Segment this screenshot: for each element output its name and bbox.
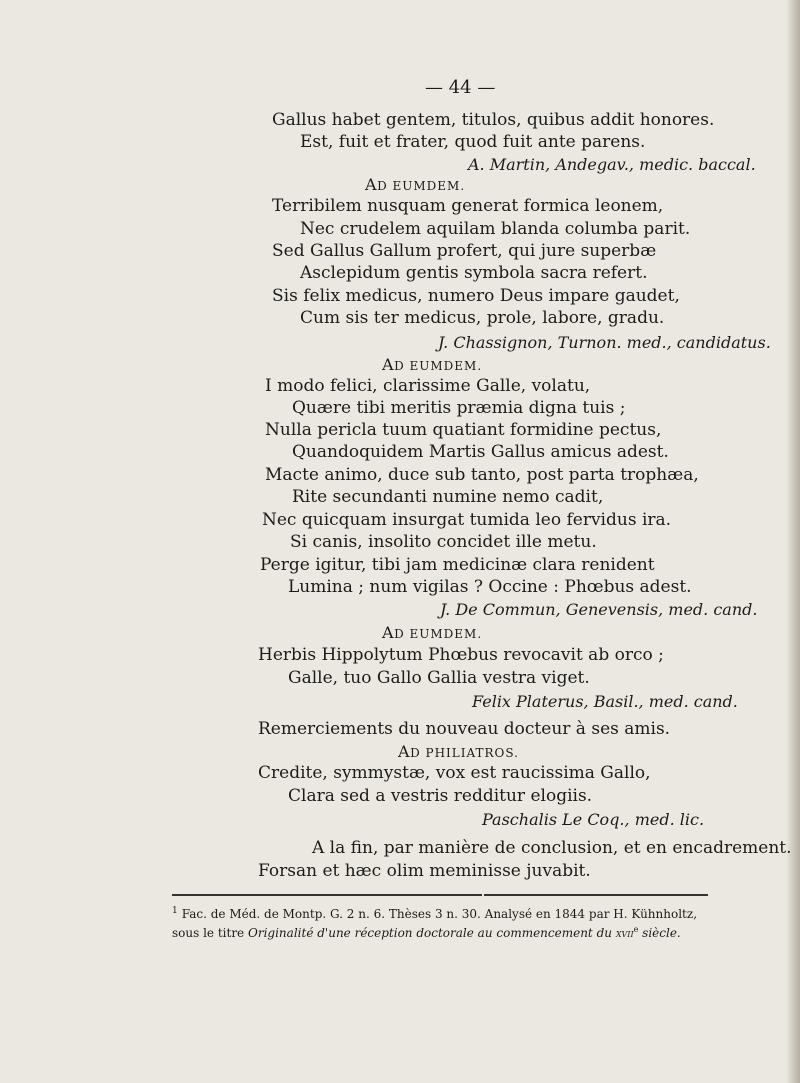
section-heading: AD EUMDEM. <box>382 355 483 374</box>
verse-line: Gallus habet gentem, titulos, quibus addit honores. <box>272 110 715 130</box>
signature-line: J. De Commun, Genevensis, med. cand. <box>440 600 758 619</box>
verse-line: Si canis, insolito concidet ille metu. <box>290 532 597 552</box>
signature-line: J. Chassignon, Turnon. med., candidatus. <box>438 333 771 352</box>
page-number: — 44 — <box>425 77 496 98</box>
prose-line: Forsan et hæc olim meminisse juvabit. <box>258 861 591 881</box>
footnote-rule-right <box>484 894 708 896</box>
verse-line: Est, fuit et frater, quod fuit ante parens. <box>300 132 646 152</box>
verse-line: Perge igitur, tibi jam medicinæ clara renident <box>260 555 655 575</box>
verse-line: Quære tibi meritis præmia digna tuis ; <box>292 398 626 418</box>
footnote-line: sous le titre Originalité d'une réception doctorale au commencement du xvii$^e$ siècle. <box>172 925 681 940</box>
verse-line: I modo felici, clarissime Galle, volatu, <box>265 376 591 396</box>
verse-line: Terribilem nusquam generat formica leonem, <box>272 196 664 216</box>
signature-line: A. Martin, Andegav., medic. baccal. <box>468 155 756 174</box>
verse-line: Sed Gallus Gallum profert, qui jure superbæ <box>272 241 657 261</box>
verse-line: Nulla pericla tuum quatiant formidine pectus, <box>265 420 662 440</box>
verse-line: Nec crudelem aquilam blanda columba parit. <box>300 219 691 239</box>
page-edge-shadow <box>786 0 800 1083</box>
signature-line: Felix Platerus, Basil., med. cand. <box>472 692 738 711</box>
verse-line: Asclepidum gentis symbola sacra refert. <box>300 263 648 283</box>
footnote-marker: 1 <box>172 906 178 916</box>
verse-line: Clara sed a vestris redditur elogiis. <box>288 786 593 806</box>
verse-line: Lumina ; num vigilas ? Occine : Phœbus adest. <box>288 577 692 597</box>
verse-line: Credite, symmystæ, vox est raucissima Gallo, <box>258 763 651 783</box>
verse-line: Galle, tuo Gallo Gallia vestra viget. <box>288 668 590 688</box>
verse-line: Cum sis ter medicus, prole, labore, gradu. <box>300 308 665 328</box>
prose-line: A la fin, par manière de conclusion, et en encadrement. <box>312 838 792 858</box>
verse-line: Sis felix medicus, numero Deus impare gaudet, <box>272 286 680 306</box>
verse-line: Macte animo, duce sub tanto, post parta trophæa, <box>265 465 699 485</box>
prose-line: Remerciements du nouveau docteur à ses amis. <box>258 719 671 739</box>
section-heading: AD EUMDEM. <box>382 623 483 642</box>
section-heading: AD EUMDEM. <box>365 175 466 194</box>
signature-line: Paschalis Le Coq., med. lic. <box>482 810 705 829</box>
footnote-rule-left <box>172 894 482 896</box>
section-heading: AD PHILIATROS. <box>398 742 519 761</box>
verse-line: Quandoquidem Martis Gallus amicus adest. <box>292 442 669 462</box>
verse-line: Herbis Hippolytum Phœbus revocavit ab orco ; <box>258 645 664 665</box>
verse-line: Rite secundanti numine nemo cadit, <box>292 487 604 507</box>
footnote-line: $^1$ Fac. de Méd. de Montp. G. 2 n. 6. Thèses 3 n. 30. Analysé en 1844 par H. Kühnholtz, <box>172 906 698 921</box>
verse-line: Nec quicquam insurgat tumida leo fervidus ira. <box>262 510 672 530</box>
